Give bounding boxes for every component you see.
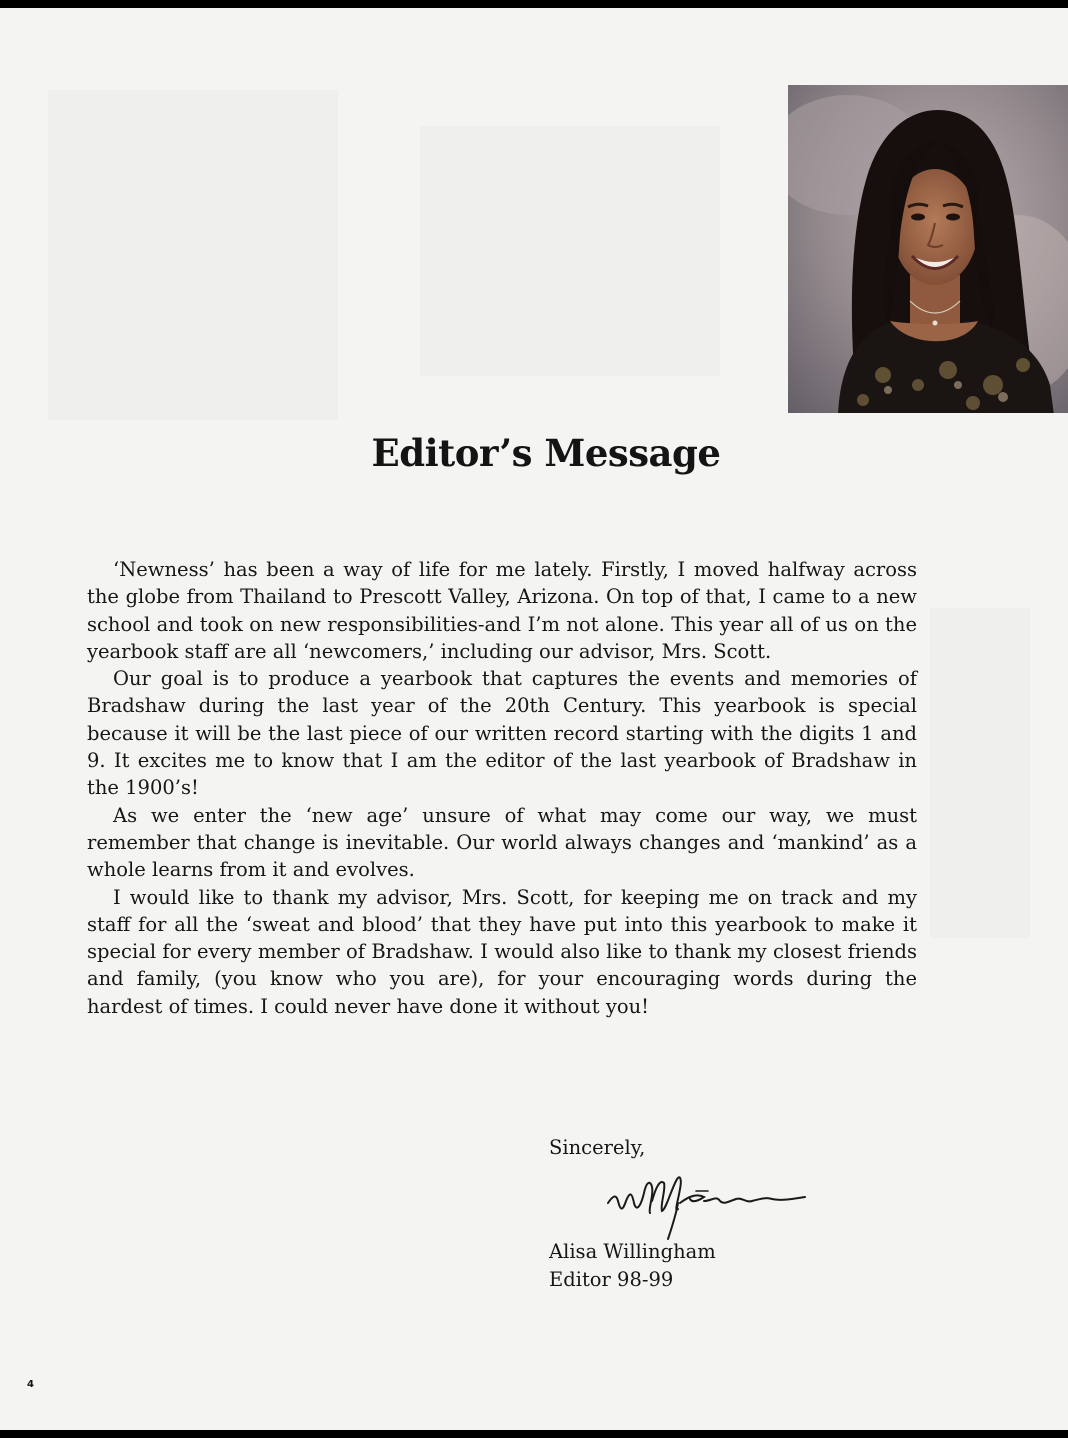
editor-letter-body <box>87 556 917 1020</box>
portrait-icon <box>788 85 1068 413</box>
author-name: Alisa Willingham <box>549 1240 716 1263</box>
closing-salutation: Sincerely, <box>549 1136 646 1159</box>
page-number: 4 <box>27 1379 34 1390</box>
letter-paragraph: As we enter the ‘new age’ unsure of what may come our way, we must remember that change is inevitable. Our world always changes and ‘mankind’ as a whole learns from it and evolves. <box>87 803 917 882</box>
author-block <box>549 1238 716 1294</box>
letter-paragraph: I would like to thank my advisor, Mrs. Scott, for keeping me on track and my staff for all the ‘sweat and blood’ that they have put into this yearbook to make it special for every member of Bradshaw. I would also like to thank my closest friends and family, (you know who you are), for your encouraging words during the hardest of times. I could never have done it without you! <box>87 885 917 1018</box>
page-title: Editor’s Message <box>371 431 721 475</box>
editor-portrait-photo <box>788 85 1068 413</box>
show-through-shadow <box>48 90 338 420</box>
letter-paragraph: Our goal is to produce a yearbook that captures the events and memories of Bradshaw during the last year of the 20th Century. This yearbook is special because it will be the last piece of our written record starting with the digits 1 and 9. It excites me to know that I am the editor of the last yearbook of Bradshaw in the 1900’s! <box>87 667 917 800</box>
show-through-shadow <box>420 126 720 376</box>
author-role: Editor 98-99 <box>549 1268 674 1291</box>
yearbook-page <box>0 8 1068 1430</box>
signature-icon <box>600 1157 810 1241</box>
letter-paragraph: ‘Newness’ has been a way of life for me lately. Firstly, I moved halfway across the globe from Thailand to Prescott Valley, Arizona. On top of that, I came to a new school and took on new responsibilities-and I’m not alone. This year all of us on the yearbook staff are all ‘newcomers,’ including our advisor, Mrs. Scott. <box>87 558 917 663</box>
show-through-shadow <box>930 608 1030 938</box>
